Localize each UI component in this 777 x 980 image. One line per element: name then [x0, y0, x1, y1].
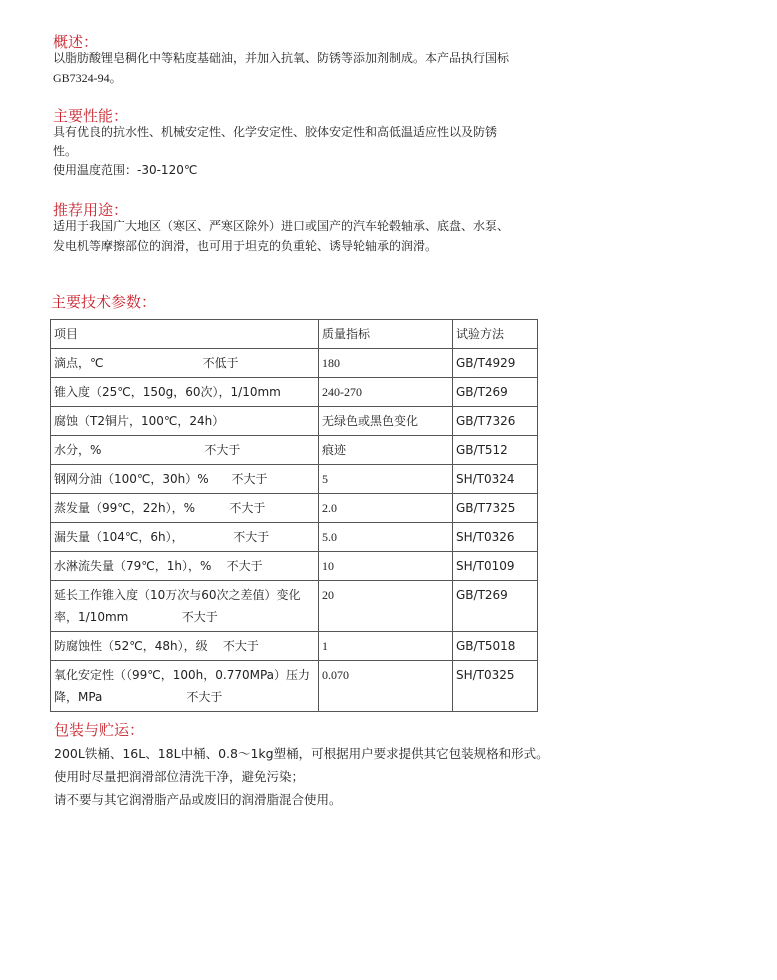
row-item: 水分，% 不大于 — [51, 436, 319, 465]
overview-line-2: GB7324-94。 — [53, 71, 122, 85]
header-item: 项目 — [51, 320, 319, 349]
row-value: 5 — [319, 465, 453, 494]
row-value: 10 — [319, 552, 453, 581]
usage-heading: 推荐用途： — [53, 201, 129, 219]
table-row — [51, 378, 538, 407]
row-method: SH/T0109 — [453, 552, 538, 581]
overview-line-1: 以脂肪酸锂皂稠化中等粘度基础油，并加入抗氧、防锈等添加剂制成。本产品执行国标 — [53, 51, 510, 65]
table-row — [51, 407, 538, 436]
row-value: 2.0 — [319, 494, 453, 523]
row-value: 20 — [319, 581, 453, 632]
packaging-line-3: 请不要与其它润滑脂产品或废旧的润滑脂混合使用。 — [54, 792, 342, 807]
row-value: 无绿色或黑色变化 — [319, 407, 453, 436]
row-method: GB/T7326 — [453, 407, 538, 436]
row-value: 5.0 — [319, 523, 453, 552]
table-header-row — [51, 320, 538, 349]
row-item: 钢网分油（100℃，30h）% 不大于 — [51, 465, 319, 494]
table-row — [51, 523, 538, 552]
row-item: 锥入度（25℃，150g，60次），1/10mm — [51, 378, 319, 407]
overview-heading: 概述： — [53, 33, 99, 51]
row-method: SH/T0326 — [453, 523, 538, 552]
header-value: 质量指标 — [319, 320, 453, 349]
row-method: GB/T5018 — [453, 632, 538, 661]
table-row — [51, 661, 538, 712]
row-method: GB/T7325 — [453, 494, 538, 523]
usage-line-2: 发电机等摩擦部位的润滑，也可用于坦克的负重轮、诱导轮轴承的润滑。 — [53, 239, 438, 253]
row-value: 痕迹 — [319, 436, 453, 465]
row-method: GB/T269 — [453, 581, 538, 632]
row-method: GB/T4929 — [453, 349, 538, 378]
params-heading: 主要技术参数： — [51, 293, 157, 311]
row-item: 防腐蚀性（52℃，48h），级 不大于 — [51, 632, 319, 661]
packaging-heading: 包装与贮运： — [54, 721, 145, 739]
table-row — [51, 465, 538, 494]
table-row — [51, 349, 538, 378]
table-row — [51, 436, 538, 465]
row-item: 氧化安定性（（99℃，100h，0.770MPa）压力降，MPa 不大于 — [51, 661, 319, 712]
row-value: 180 — [319, 349, 453, 378]
row-method: GB/T269 — [453, 378, 538, 407]
row-value: 240-270 — [319, 378, 453, 407]
row-value: 1 — [319, 632, 453, 661]
row-item: 水淋流失量（79℃，1h），% 不大于 — [51, 552, 319, 581]
packaging-line-1: 200L铁桶、16L、18L中桶、0.8～1kg塑桶，可根据用户要求提供其它包装规格和形式。 — [54, 746, 549, 761]
performance-heading: 主要性能： — [53, 107, 129, 125]
packaging-line-2: 使用时尽量把润滑部位清洗干净，避免污染； — [54, 769, 305, 784]
table-row — [51, 552, 538, 581]
row-value: 0.070 — [319, 661, 453, 712]
row-item: 延长工作锥入度（10万次与60次之差值）变化率，1/10mm 不大于 — [51, 581, 319, 632]
row-method: GB/T512 — [453, 436, 538, 465]
row-method: SH/T0324 — [453, 465, 538, 494]
performance-line-1: 具有优良的抗水性、机械安定性、化学安定性、胶体安定性和高低温适应性以及防锈 — [53, 125, 498, 139]
params-table — [50, 319, 538, 712]
row-method: SH/T0325 — [453, 661, 538, 712]
usage-line-1: 适用于我国广大地区（寒区、严寒区除外）进口或国产的汽车轮毂轴承、底盘、水泵、 — [53, 219, 510, 233]
row-item: 蒸发量（99℃，22h），% 不大于 — [51, 494, 319, 523]
row-item: 滴点，℃ 不低于 — [51, 349, 319, 378]
row-item: 腐蚀（T2铜片，100℃，24h） — [51, 407, 319, 436]
performance-line-3: 使用温度范围：-30-120℃ — [53, 163, 198, 177]
table-row — [51, 581, 538, 632]
performance-line-2: 性。 — [53, 144, 78, 158]
table-row — [51, 632, 538, 661]
row-item: 漏失量（104℃，6h）， 不大于 — [51, 523, 319, 552]
header-method: 试验方法 — [453, 320, 538, 349]
table-row — [51, 494, 538, 523]
